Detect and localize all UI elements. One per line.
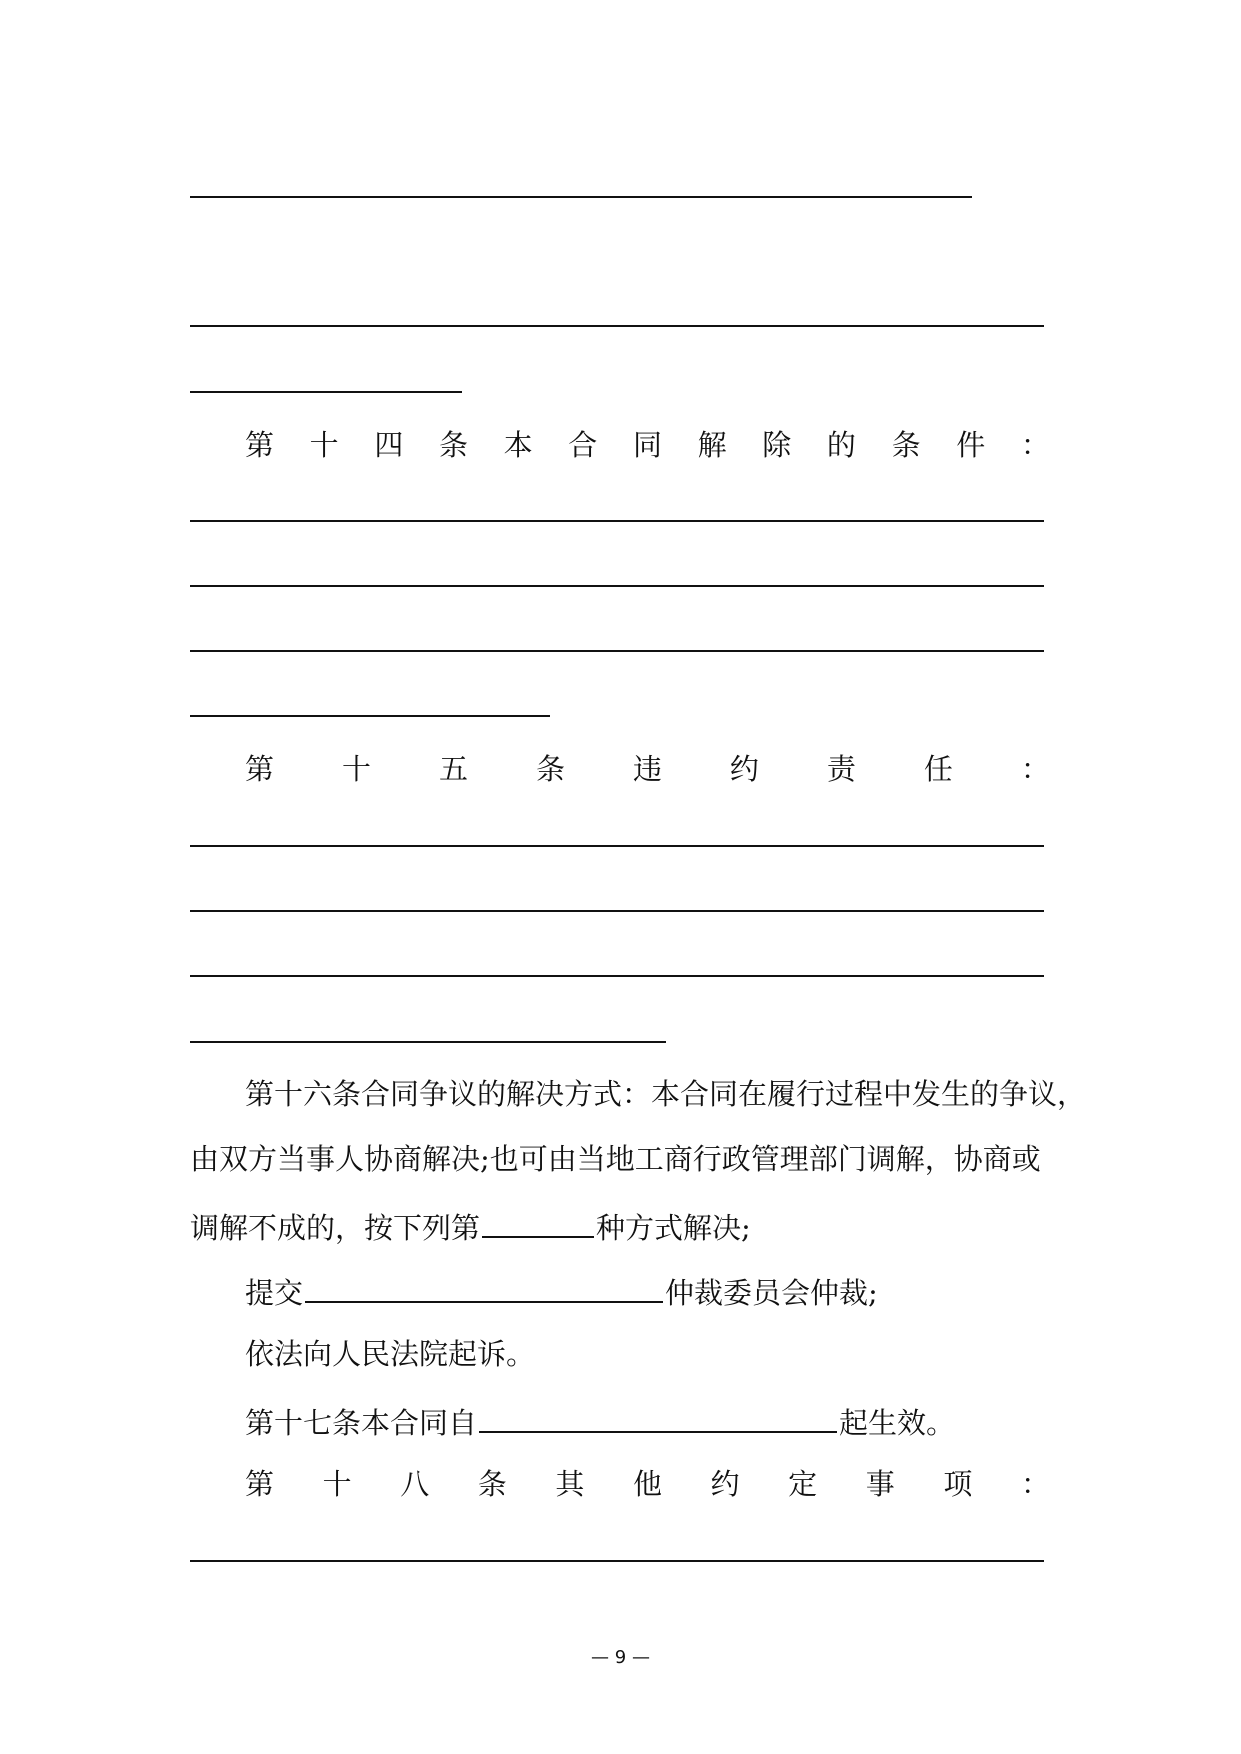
fill-line [190, 910, 1044, 912]
dispute-method-blank[interactable] [482, 1206, 594, 1238]
article-16-line-2: 由双方当事人协商解决;也可由当地工商行政管理部门调解，协商或 [190, 1142, 1041, 1176]
effective-date-blank[interactable] [479, 1401, 837, 1433]
option-lawsuit: 依法向人民法院起诉。 [245, 1337, 536, 1371]
article-15-heading: 第 十 五 条 违 约 责 任 ： [245, 752, 1050, 786]
fill-line [190, 1560, 1044, 1562]
article-16-line-3: 调解不成的，按下列第 种方式解决; [190, 1206, 751, 1246]
fill-line [190, 520, 1044, 522]
article-14-heading: 第 十 四 条 本 合 同 解 除 的 条 件 ： [245, 428, 1050, 462]
fill-line [190, 585, 1044, 587]
fill-line [190, 196, 972, 198]
fill-line [190, 391, 462, 393]
fill-line [190, 650, 1044, 652]
arbitration-committee-blank[interactable] [305, 1271, 663, 1303]
fill-line [190, 845, 1044, 847]
page-number: — 9 — [591, 1647, 650, 1668]
fill-line [190, 1041, 666, 1043]
article-16-line-1: 第十六条合同争议的解决方式：本合同在履行过程中发生的争议， [245, 1077, 1087, 1111]
article-17: 第十七条本合同自 起生效。 [245, 1401, 955, 1441]
article-18-heading: 第 十 八 条 其 他 约 定 事 项 ： [245, 1467, 1050, 1501]
fill-line [190, 715, 550, 717]
option-arbitration: 提交 仲裁委员会仲裁; [245, 1271, 878, 1311]
fill-line [190, 975, 1044, 977]
fill-line [190, 325, 1044, 327]
